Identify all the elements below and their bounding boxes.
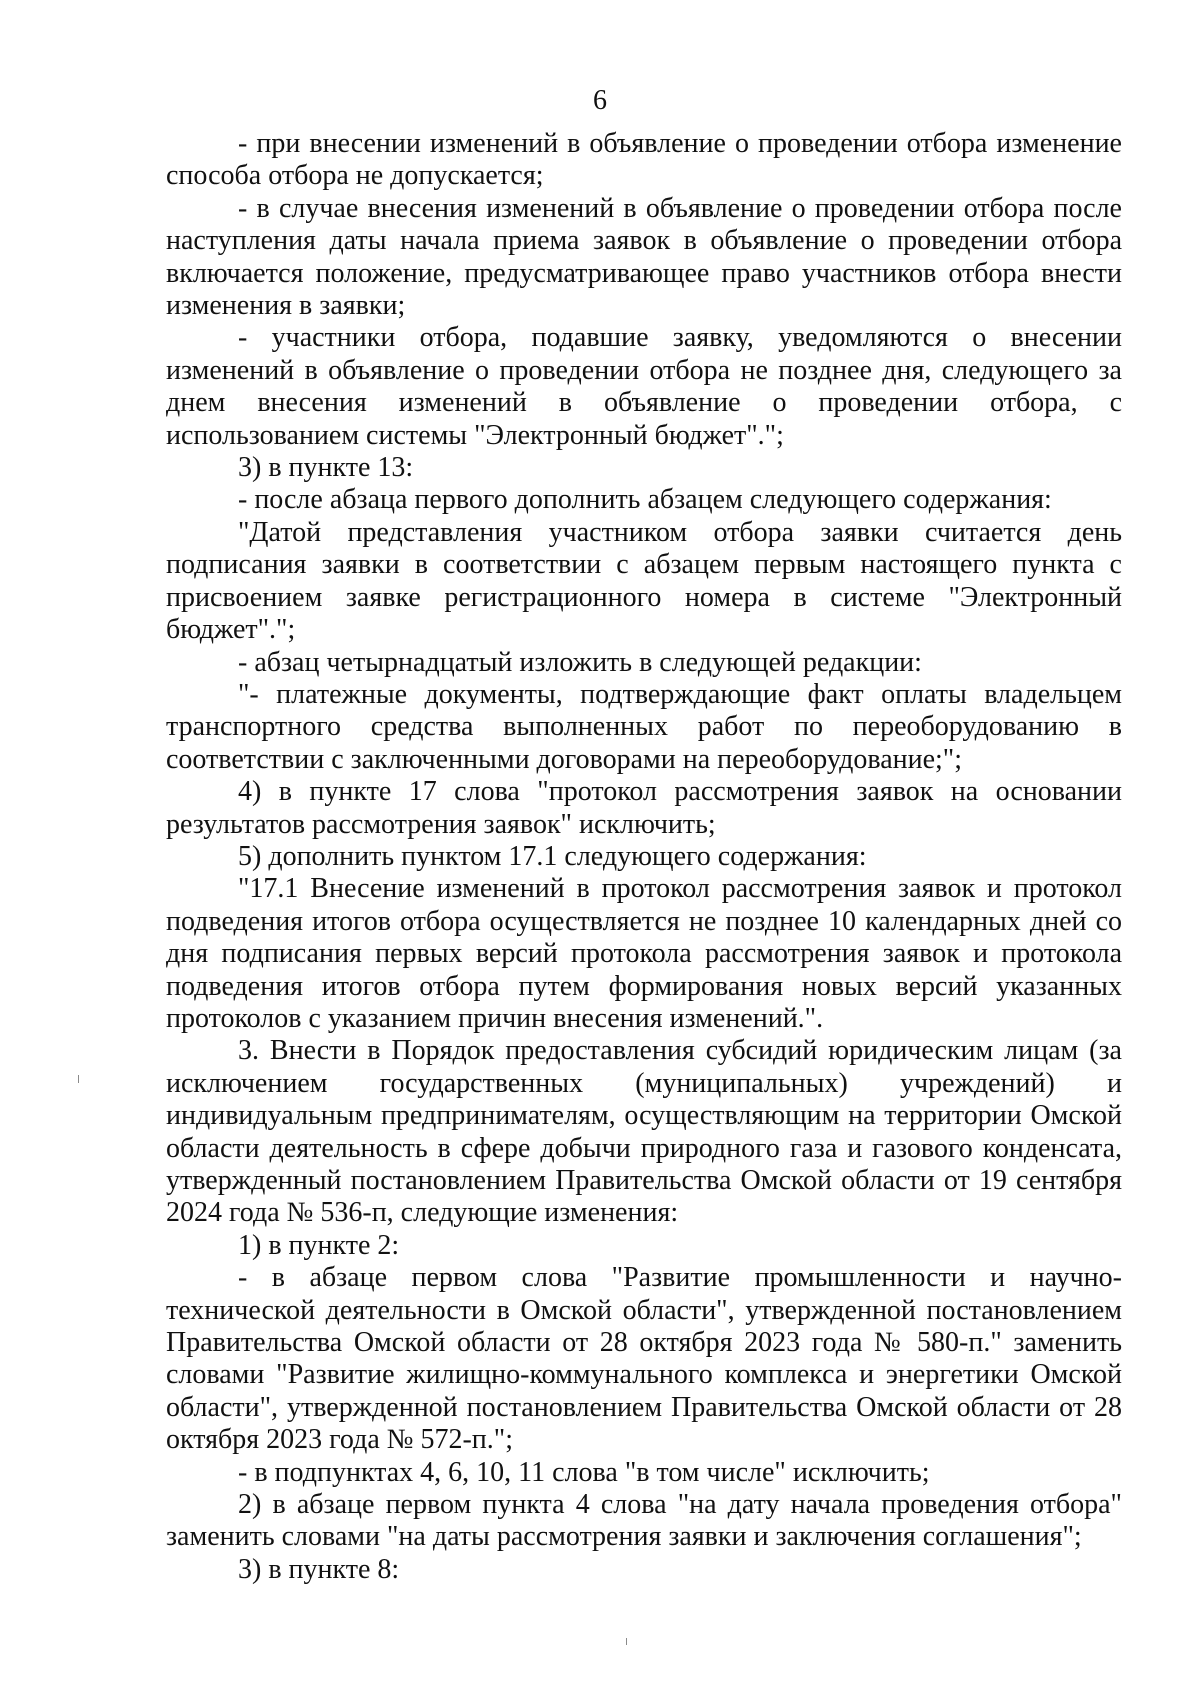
paragraph-1: - при внесении изменений в объявление о проведении отбора изменение способа отбора не допускается;: [166, 128, 1122, 192]
document-body: [166, 128, 1122, 1586]
paragraph-13: 1) в пункте 2:: [238, 1229, 400, 1261]
paragraph-17: 3) в пункте 8:: [238, 1553, 400, 1585]
margin-scan-mark: [78, 1075, 79, 1083]
paragraph-3: - участники отбора, подавшие заявку, уведомляются о внесении изменений в объявление о проведении отбора не позднее дня, следующего за днем внесения изменений в объявление о проведении отбора, с использованием системы "Электронный бюджет".";: [166, 322, 1122, 451]
paragraph-8: "- платежные документы, подтверждающие факт оплаты владельцем транспортного средства выполненных работ по переоборудованию в соответствии с заключенными договорами на переоборудование;";: [166, 678, 1122, 775]
paragraph-5: - после абзаца первого дополнить абзацем следующего содержания:: [238, 484, 1052, 516]
paragraph-4: 3) в пункте 13:: [238, 452, 414, 484]
paragraph-9: 4) в пункте 17 слова "протокол рассмотрения заявок на основании результатов рассмотрения заявок" исключить;: [166, 776, 1122, 840]
paragraph-6: "Датой представления участником отбора заявки считается день подписания заявки в соответствии с абзацем первым настоящего пункта с присвоением заявке регистрационного номера в системе "Электронный бюджет".";: [166, 516, 1122, 646]
paragraph-16: 2) в абзаце первом пункта 4 слова "на дату начала проведения отбора" заменить словами "на даты рассмотрения заявки и заключения соглашения";: [166, 1489, 1122, 1553]
paragraph-15: - в подпунктах 4, 6, 10, 11 слова "в том числе" исключить;: [238, 1456, 930, 1488]
paragraph-14: - в абзаце первом слова "Развитие промышленности и научно-технической деятельности в Омской области", утвержденной постановлением Правительства Омской области от 28 октября 2023 года № 580-п." заменить словами "Развитие жилищно-коммунального комплекса и энергетики Омской области", утвержденной постановлением Правительства Омской области от 28 октября 2023 года № 572-п.";: [166, 1262, 1122, 1456]
page-number: 6: [593, 85, 607, 116]
paragraph-12: 3. Внести в Порядок предоставления субсидий юридическим лицам (за исключением государственных (муниципальных) учреждений) и индивидуальным предпринимателям, осуществляющим на территории Омской области деятельность в сфере добычи природного газа и газового конденсата, утвержденный постановлением Правительства Омской области от 19 сентября 2024 года № 536-п, следующие изменения:: [166, 1035, 1122, 1229]
paragraph-7: - абзац четырнадцатый изложить в следующей редакции:: [238, 646, 922, 678]
paragraph-2: - в случае внесения изменений в объявление о проведении отбора после наступления даты начала приема заявок в объявление о проведении отбора включается положение, предусматривающее право участников отбора внести изменения в заявки;: [166, 192, 1122, 322]
paragraph-11: "17.1 Внесение изменений в протокол рассмотрения заявок и протокол подведения итогов отбора осуществляется не позднее 10 календарных дней со дня подписания первых версий протокола рассмотрения заявок и протокола подведения итогов отбора путем формирования новых версий указанных протоколов с указанием причин внесения изменений.".: [166, 873, 1122, 1034]
bottom-scan-mark: [626, 1638, 627, 1645]
paragraph-10: 5) дополнить пунктом 17.1 следующего содержания:: [238, 840, 867, 872]
